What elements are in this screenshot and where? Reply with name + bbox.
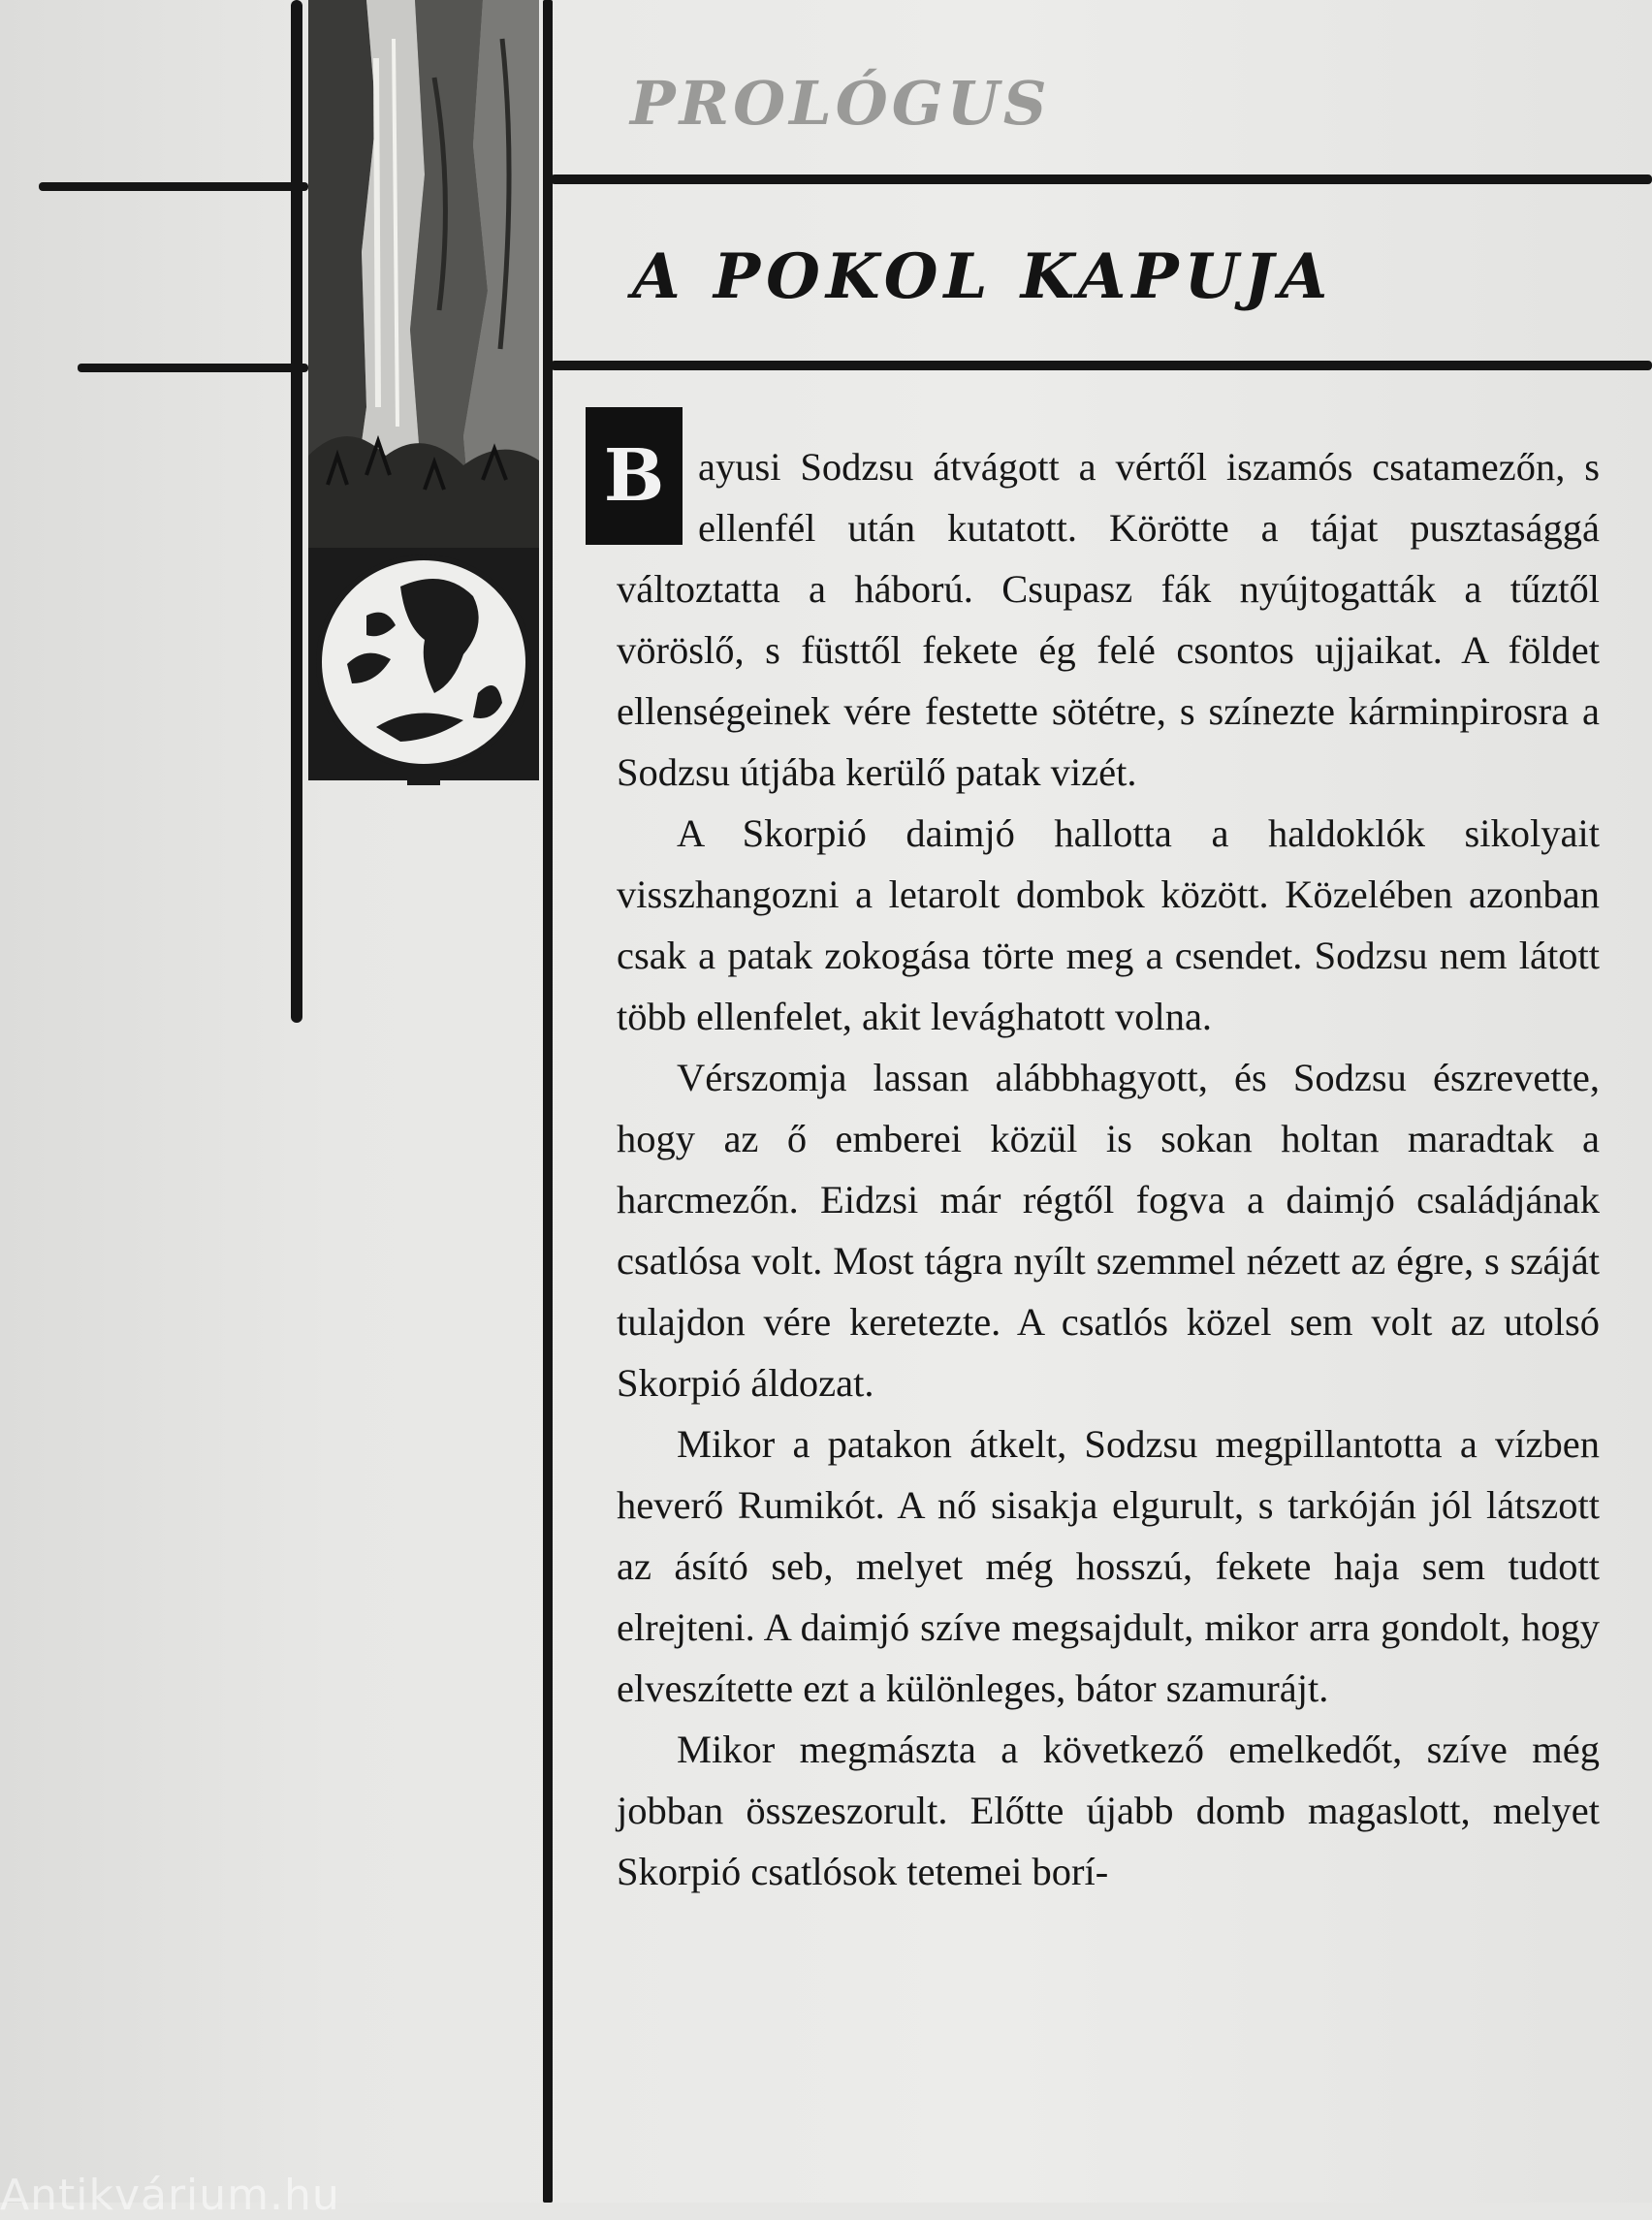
landscape-illustration <box>308 0 539 548</box>
watermark: Antikvárium.hu <box>0 2171 340 2220</box>
paragraph: Mikor megmászta a következő emelkedőt, szíve még jobban összeszorult. Előtte újabb domb magaslott, melyet Skorpió csatlósok tetemei borí- <box>617 1728 1600 1893</box>
emblem-stem <box>407 766 440 785</box>
section-label: PROLÓGUS <box>630 68 1051 139</box>
paragraph: Mikor a patakon átkelt, Sodzsu megpillantotta a vízben heverő Rumikót. A nő sisakja elgurult, s tarkóján jól látszott az ásító seb, melyet még hosszú, fekete haja sem tudott elrejteni. A daimjó szíve megsajdult, mikor arra gondolt, hogy elveszítette ezt a különleges, bátor szamurájt. <box>617 1422 1600 1710</box>
decorative-vertical-rule <box>291 0 302 1023</box>
scorpion-clan-emblem <box>308 548 539 780</box>
decorative-vertical-rule <box>543 0 553 2203</box>
decorative-rule <box>551 361 1652 370</box>
paragraph: A Skorpió daimjó hallotta a haldoklók sikolyait visszhangozni a letarolt dombok között. Közelében azonban csak a patak zokogása törte meg a csendet. Sodzsu nem látott több ellenfelet, akit levághatott volna. <box>617 811 1600 1038</box>
chapter-title: A POKOL KAPUJA <box>632 240 1334 313</box>
paragraph <box>603 434 1600 803</box>
decorative-rule <box>78 364 308 372</box>
landscape-illustration-art <box>308 0 539 548</box>
paragraph: Vérszomja lassan alábbhagyott, és Sodzsu észrevette, hogy az ő emberei közül is sokan holtan maradtak a harcmezőn. Eidzsi már régtől fogva a daimjó családjának csatlósa volt. Most tágra nyílt szemmel nézett az égre, s száját tulajdon vére keretezte. A csatlós közel sem volt az utolsó Skorpió áldozat. <box>617 1056 1600 1405</box>
body-text <box>603 434 1600 1902</box>
decorative-rule <box>39 182 308 191</box>
drop-cap: B <box>586 407 683 545</box>
emblem-art <box>308 548 539 780</box>
decorative-rule <box>551 174 1652 184</box>
paragraph-text: ayusi Sodzsu átvágott a vértől iszamós csatamezőn, s ellenfél után kutatott. Körötte a tájat pusztasággá változtatta a háború. Csupasz fák nyújtogatták a tűztől vöröslő, s füsttől fekete ég felé csontos ujjaikat. A földet ellenségeinek vére festette sötétre, s színezte kárminpirosra a Sodzsu útjába kerülő patak vizét. <box>617 445 1600 794</box>
